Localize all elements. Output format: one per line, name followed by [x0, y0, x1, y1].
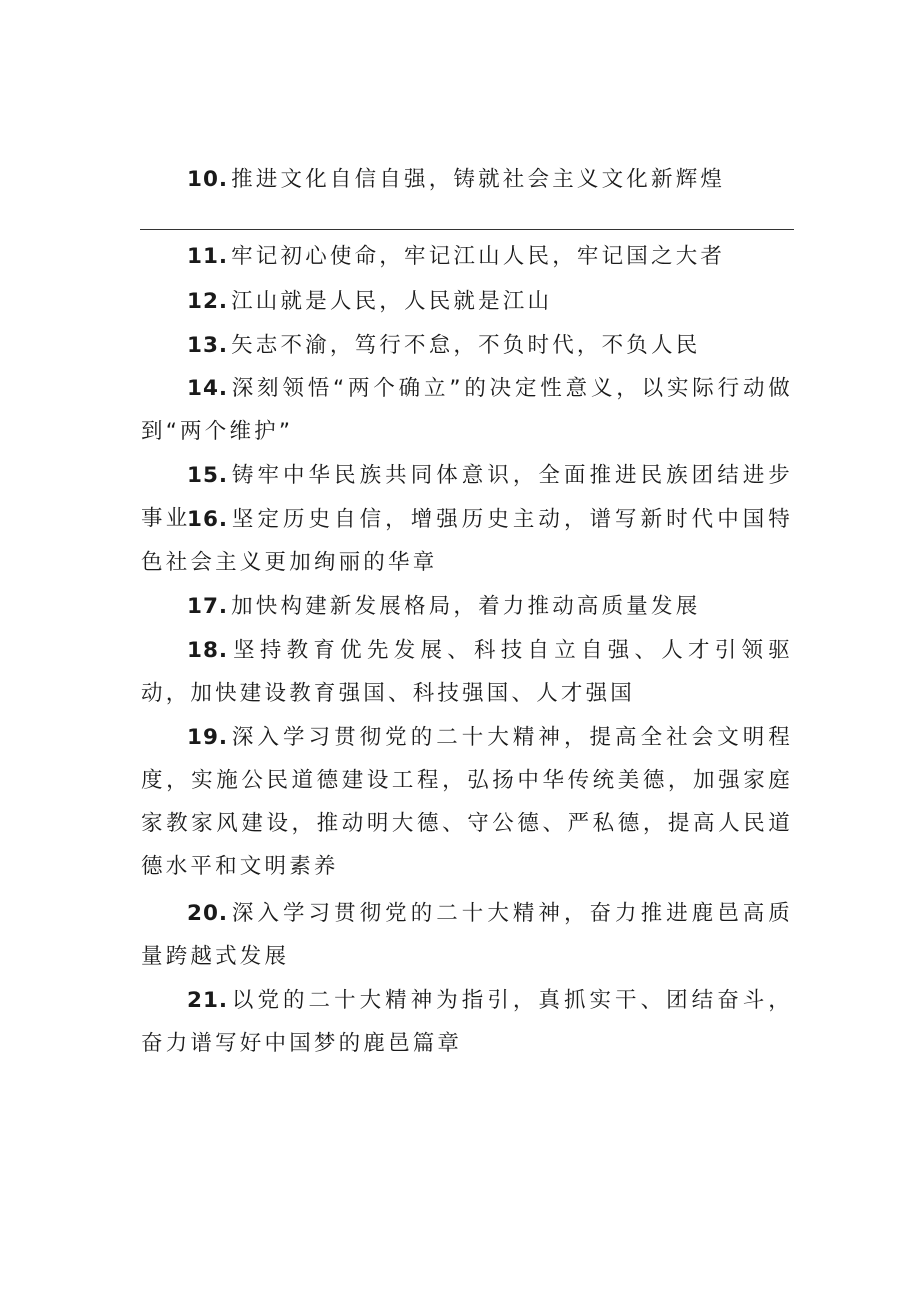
item-number: 14 — [187, 376, 219, 401]
item-number: 12 — [187, 289, 219, 314]
item-separator: . — [218, 901, 230, 926]
slogan-item-12 — [141, 280, 793, 323]
slogan-item-19 — [141, 716, 793, 888]
item-number: 13 — [187, 333, 219, 358]
item-number: 19 — [187, 725, 219, 750]
item-number: 16 — [187, 507, 219, 532]
slogan-item-20 — [141, 892, 793, 978]
item-separator: . — [218, 638, 230, 663]
horizontal-rule — [140, 229, 794, 230]
item-text: 坚定历史自信，增强历史主动，谱写新时代中国特色社会主义更加绚丽的华章 — [141, 507, 793, 575]
slogan-item-13 — [141, 324, 793, 367]
item-number: 10 — [187, 167, 219, 192]
item-text: 铸牢中华民族共同体意识，全面推进民族团结进步事业 — [141, 463, 793, 531]
slogan-item-14 — [141, 367, 793, 453]
item-separator: . — [218, 333, 230, 358]
slogan-item-21 — [141, 979, 793, 1065]
slogan-item-10 — [141, 158, 793, 201]
item-text: 江山就是人民，人民就是江山 — [231, 289, 553, 314]
item-text: 坚持教育优先发展、科技自立自强、人才引领驱动，加快建设教育强国、科技强国、人才强国 — [141, 638, 793, 706]
item-number: 15 — [187, 463, 219, 488]
item-text: 矢志不渝，笃行不怠，不负时代，不负人民 — [231, 333, 701, 358]
item-separator: . — [218, 594, 230, 619]
item-separator: . — [218, 988, 230, 1013]
slogan-item-16 — [141, 498, 793, 584]
item-number: 18 — [187, 638, 219, 663]
slogan-item-11 — [141, 235, 793, 278]
item-text: 深刻领悟“两个确立”的决定性意义，以实际行动做到“两个维护” — [141, 376, 793, 444]
item-number: 17 — [187, 594, 219, 619]
item-text: 加快构建新发展格局，着力推动高质量发展 — [231, 594, 701, 619]
item-text: 推进文化自信自强，铸就社会主义文化新辉煌 — [231, 167, 726, 192]
item-number: 21 — [187, 988, 219, 1013]
item-separator: . — [218, 376, 230, 401]
item-separator: . — [218, 507, 230, 532]
item-separator: . — [218, 725, 230, 750]
item-text: 以党的二十大精神为指引，真抓实干、团结奋斗，奋力谱写好中国梦的鹿邑篇章 — [141, 988, 793, 1056]
slogan-item-17 — [141, 585, 793, 628]
item-separator: . — [218, 289, 230, 314]
item-number: 11 — [187, 244, 219, 269]
item-separator: . — [218, 244, 230, 269]
item-text: 深入学习贯彻党的二十大精神，奋力推进鹿邑高质量跨越式发展 — [141, 901, 793, 969]
item-text: 深入学习贯彻党的二十大精神，提高全社会文明程度，实施公民道德建设工程，弘扬中华传统美德，加强家庭家教家风建设，推动明大德、守公德、严私德，提高人民道德水平和文明素养 — [141, 725, 793, 879]
item-text: 牢记初心使命，牢记江山人民，牢记国之大者 — [231, 244, 726, 269]
item-separator: . — [218, 167, 230, 192]
slogan-item-18 — [141, 629, 793, 715]
item-number: 20 — [187, 901, 219, 926]
item-separator: . — [218, 463, 230, 488]
